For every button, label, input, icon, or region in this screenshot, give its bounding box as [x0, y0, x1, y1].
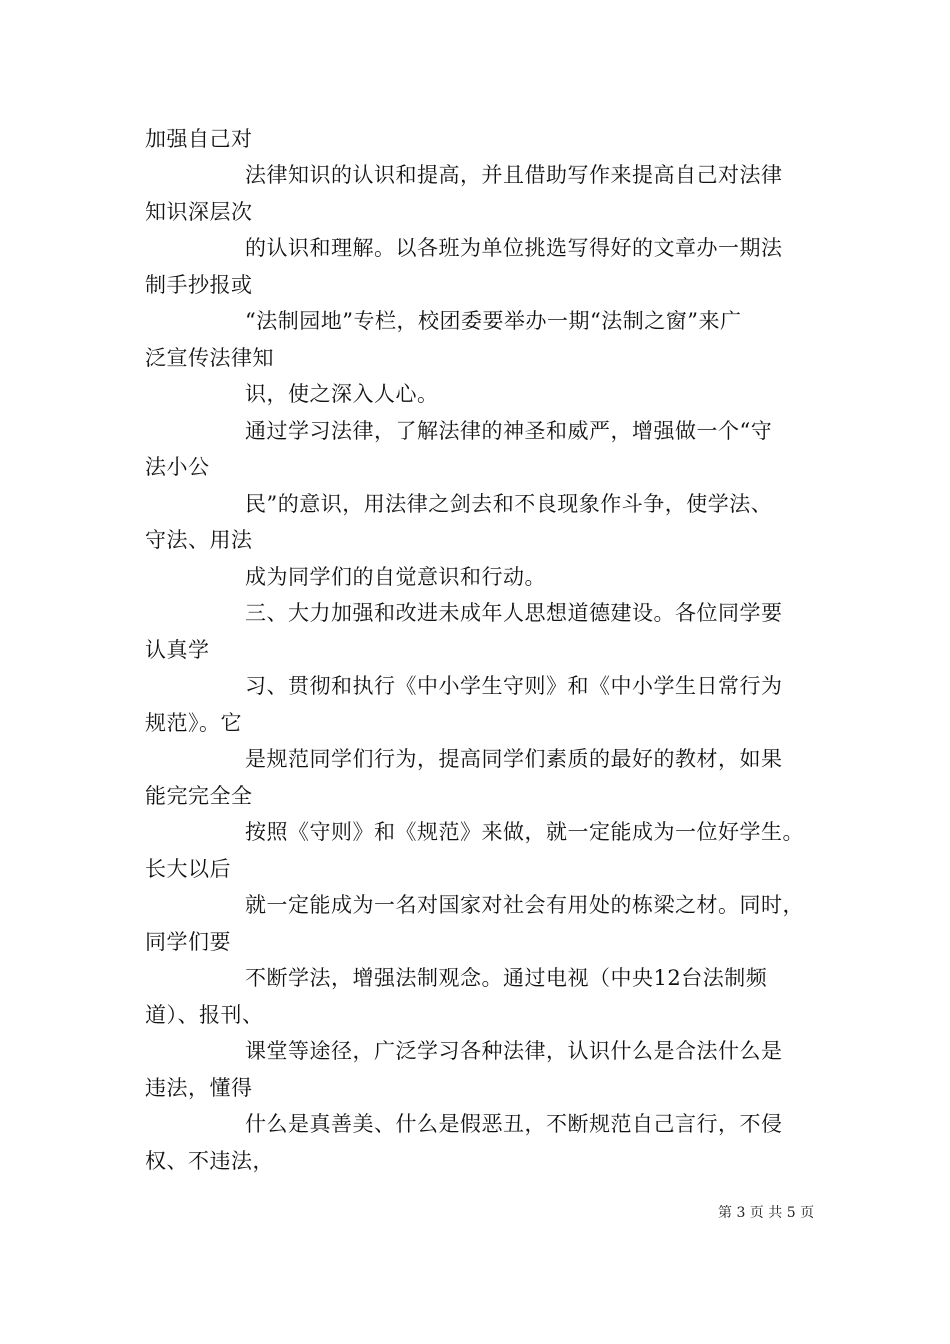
text-line: 加强自己对 — [145, 127, 253, 151]
text-line: 制手抄报或 — [145, 273, 253, 297]
text-line: 是规范同学们行为，提高同学们素质的最好的教材，如果 — [245, 747, 783, 771]
text-line: 习、贯彻和执行《中小学生守则》和《中小学生日常行为 — [245, 674, 783, 698]
text-line: 认真学 — [145, 638, 210, 662]
text-line: 识，使之深入人心。 — [245, 382, 439, 406]
text-line: 民”的意识，用法律之剑去和不良现象作斗争，使学法、 — [245, 492, 773, 516]
text-line: 守法、用法 — [145, 528, 253, 552]
text-line: 通过学习法律，了解法律的神圣和威严，增强做一个“守 — [245, 419, 773, 443]
text-line: 法小公 — [145, 455, 210, 479]
text-line: 的认识和理解。以各班为单位挑选写得好的文章办一期法 — [245, 236, 783, 260]
text-line: 课堂等途径，广泛学习各种法律，认识什么是合法什么是 — [245, 1039, 783, 1063]
text-line: 按照《守则》和《规范》来做，就一定能成为一位好学生。 — [245, 820, 804, 844]
text-line: 泛宣传法律知 — [145, 346, 274, 370]
text-line: 违法，懂得 — [145, 1076, 253, 1100]
text-line: 三、大力加强和改进未成年人思想道德建设。各位同学要 — [245, 601, 783, 625]
text-line: 道）、报刊、 — [145, 1003, 264, 1027]
text-line: 权、不违法， — [145, 1149, 274, 1173]
text-line: 能完完全全 — [145, 784, 253, 808]
text-line: 成为同学们的自觉意识和行动。 — [245, 565, 546, 589]
text-line: 长大以后 — [145, 857, 231, 881]
text-line: “法制园地”专栏，校团委要举办一期“法制之窗”来广 — [245, 309, 742, 333]
text-line: 知识深层次 — [145, 200, 253, 224]
text-line: 不断学法，增强法制观念。通过电视（中央12台法制频 — [245, 966, 768, 990]
text-line: 法律知识的认识和提高，并且借助写作来提高自己对法律 — [245, 163, 783, 187]
text-line: 就一定能成为一名对国家对社会有用处的栋梁之材。同时， — [245, 893, 804, 917]
text-line: 规范》。它 — [145, 711, 242, 735]
text-line: 什么是真善美、什么是假恶丑，不断规范自己言行，不侵 — [245, 1112, 783, 1136]
page-number-footer: 第 3 页 共 5 页 — [718, 1205, 815, 1221]
text-line: 同学们要 — [145, 930, 231, 954]
